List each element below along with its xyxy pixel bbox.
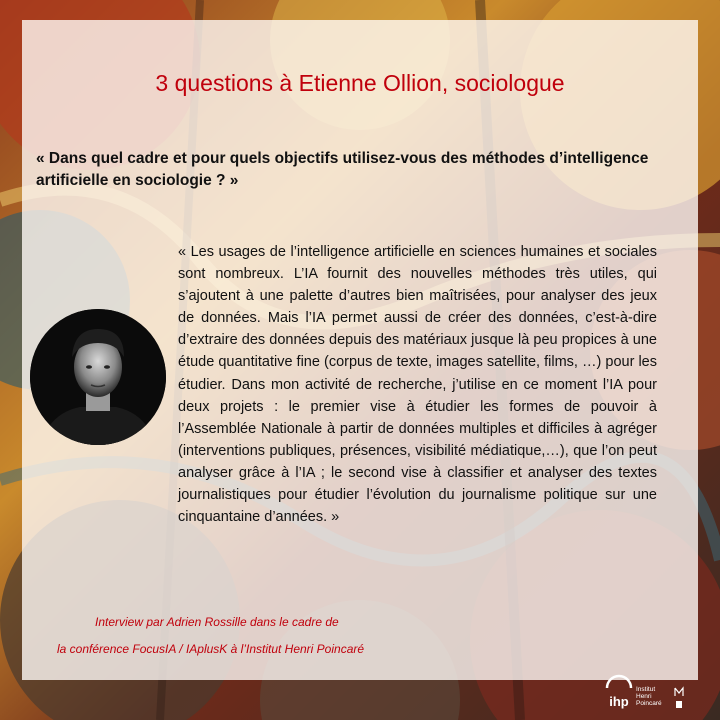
ihp-logo-mark-icon [604, 672, 634, 712]
credit-line-1: Interview par Adrien Rossille dans le cadre de [95, 615, 339, 629]
ihp-logo-text [636, 686, 662, 707]
credit-line-2: la conférence FocusIA / IAplusK à l’Institut Henri Poincaré [57, 642, 365, 656]
ihp-logo [600, 668, 710, 716]
ihp-mark-text: ihp [609, 694, 629, 709]
partner-logo-icon [674, 686, 684, 710]
page-title: 3 questions à Etienne Ollion, sociologue [155, 70, 565, 96]
logo-line-3: Poincaré [636, 700, 662, 707]
question-text: « Dans quel cadre et pour quels objectifs utilisez-vous des méthodes d’intelligence artificielle en sociologie ? » [36, 150, 649, 189]
logo-line-1: Institut [636, 686, 656, 693]
portrait-photo [30, 309, 166, 445]
answer-text: « Les usages de l’intelligence artificielle en sciences humaines et sociales sont nombreux. L’IA fournit des nouvelles méthodes très utiles, qui s’ajoutent à une palette d’autres bien maîtrisées, pour analyser des jeux de données. Mais l’IA permet aussi de créer des données, c’est-à-dire d’extraire des données depuis des matériaux jusque là peu propices à une étude quantitative fine (corpus de texte, images satellite, films, …) pour les étudier. Dans mon activité de recherche, j’utilise en ce moment l’IA pour deux projets : le premier vise à étudier les formes de pouvoir à l’Assemblée Nationale à partir de données multiples et difficiles à agréger (interventions publiques, présences, visibilité médiatique,…), que l’on peut analyser grâce à l’IA ; le second vise à classifier et analyser des textes journalistiques pour étudier l’évolution du journalisme politique sur une cinquantaine d’années. » [178, 244, 657, 526]
logo-line-2: Henri [636, 693, 652, 700]
